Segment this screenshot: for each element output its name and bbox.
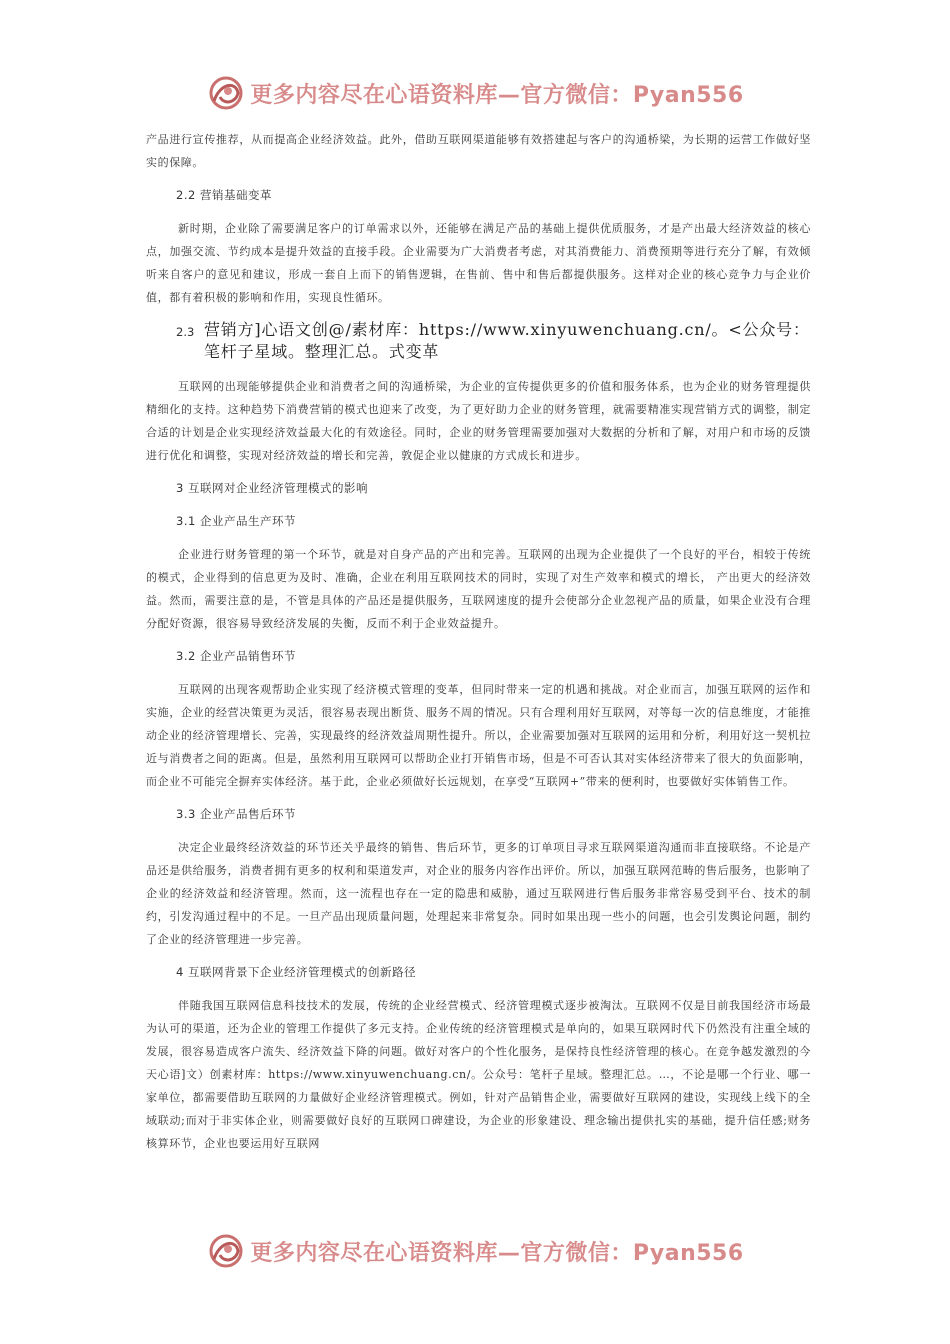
- section-heading-3-2: 3.2 企业产品销售环节: [176, 649, 296, 663]
- footer-banner: [0, 1226, 950, 1276]
- paragraph: 互联网的出现客观帮助企业实现了经济模式管理的变革，但同时带来一定的机遇和挑战。对企业而言，加强互联网的运作和实施，企业的经营决策更为灵活，很容易表现出断货、服务不周的情况。只有合理利用好互联网，对等每一次的信息维度，才能推动企业的经济管理增长、完善，实现最终的经济效益周期性提升。所以，企业需要加强对互联网的运用和分析，利用好这一契机拉近与消费者之间的距离。但是，虽然利用互联网可以帮助企业打开销售市场，但是不可否认其对实体经济带来了很大的负面影响，而企业不可能完全摒弃实体经济。基于此，企业必须做好长远规划，在享受“互联网+”带来的便利时，也要做好实体销售工作。: [146, 683, 811, 788]
- section-heading-2-2: 2.2 营销基础变革: [176, 188, 272, 202]
- document-body: [146, 128, 811, 1155]
- heading-number: 2.3: [176, 325, 195, 339]
- paragraph: 产品进行宣传推荐，从而提高企业经济效益。此外，借助互联网渠道能够有效搭建起与客户的沟通桥梁，为长期的运营工作做好坚实的保障。: [146, 133, 811, 169]
- flower-swirl-logo-icon: [206, 1231, 246, 1271]
- banner-text: 更多内容尽在心语资料库—官方微信：Pyan556: [250, 82, 744, 108]
- paragraph: 企业进行财务管理的第一个环节，就是对自身产品的产出和完善。互联网的出现为企业提供了一个良好的平台，相较于传统的模式，企业得到的信息更为及时、准确，企业在利用互联网技术的同时，实现了对生产效率和模式的增长， 产出更大的经济效益。然而，需要注意的是，不管是具体的产品还是提供服务，互联网速度的提升会使部分企业忽视产品的质量，如果企业没有合理分配好资源，很容易导致经济发展的失衡，反而不利于企业效益提升。: [146, 548, 811, 630]
- heading-text: 营销方]心语文创@/素材库：https://www.xinyuwenchuang.cn/。<公众号：笔杆子星域。整理汇总。式变革: [204, 320, 810, 361]
- banner-text: 更多内容尽在心语资料库—官方微信：Pyan556: [250, 1240, 744, 1266]
- section-heading-3-3: 3.3 企业产品售后环节: [176, 807, 296, 821]
- paragraph: 伴随我国互联网信息科技技术的发展，传统的企业经营模式、经济管理模式逐步被淘汰。互联网不仅是目前我国经济市场最为认可的渠道，还为企业的管理工作提供了多元支持。企业传统的经济管理模式是单向的，如果互联网时代下仍然没有注重全域的发展，很容易造成客户流失、经济效益下降的问题。做好对客户的个性化服务，是保持良性经济管理的核心。在竞争越发激烈的今天心语]文）创素材库：https://www.xinyuwenchuang.cn/。公众号：笔杆子星域。整理汇总。…，不论是哪一个行业、哪一家单位，都需要借助互联网的力量做好企业经济管理模式。例如，针对产品销售企业，需要做好互联网的建设，实现线上线下的全域联动;而对于非实体企业，则需要做好良好的互联网口碑建设，为企业的形象建设、理念输出提供扎实的基础，提升信任感;财务核算环节，企业也要运用好互联网: [146, 999, 811, 1150]
- paragraph: 新时期，企业除了需要满足客户的订单需求以外，还能够在满足产品的基础上提供优质服务，才是产出最大经济效益的核心点，加强交流、节约成本是提升效益的直接手段。企业需要为广大消费者考虑，对其消费能力、消费预期等进行充分了解，有效倾听来自客户的意见和建议，形成一套自上而下的销售逻辑，在售前、售中和售后都提供服务。这样对企业的核心竞争力与企业价值，都有着积极的影响和作用，实现良性循环。: [146, 222, 811, 304]
- paragraph: 互联网的出现能够提供企业和消费者之间的沟通桥梁，为企业的宣传提供更多的价值和服务体系，也为企业的财务管理提供精细化的支持。这种趋势下消费营销的模式也迎来了改变，为了更好助力企业的财务管理，就需要精准实现营销方式的调整，制定合适的计划是企业实现经济效益最大化的有效途径。同时，企业的财务管理需要加强对大数据的分析和了解，对用户和市场的反馈进行优化和调整，实现对经济效益的增长和完善，敦促企业以健康的方式成长和进步。: [146, 380, 811, 462]
- section-heading-2-3: [176, 319, 811, 363]
- flower-swirl-logo-icon: [206, 73, 246, 113]
- section-heading-3: 3 互联网对企业经济管理模式的影响: [176, 481, 368, 495]
- section-heading-4: 4 互联网背景下企业经济管理模式的创新路径: [176, 965, 416, 979]
- paragraph: 决定企业最终经济效益的环节还关乎最终的销售、售后环节，更多的订单项目寻求互联网渠道沟通而非直接联络。不论是产品还是供给服务，消费者拥有更多的权利和渠道发声，对企业的服务内容作出评价。所以，加强互联网范畴的售后服务，也影响了企业的经济效益和经济管理。然而，这一流程也存在一定的隐患和威胁，通过互联网进行售后服务非常容易受到平台、技术的制约，引发沟通过程中的不足。一旦产品出现质量问题，处理起来非常复杂。同时如果出现一些小的问题，也会引发舆论问题，制约了企业的经济管理进一步完善。: [146, 841, 811, 946]
- section-heading-3-1: 3.1 企业产品生产环节: [176, 514, 296, 528]
- header-banner: [0, 68, 950, 118]
